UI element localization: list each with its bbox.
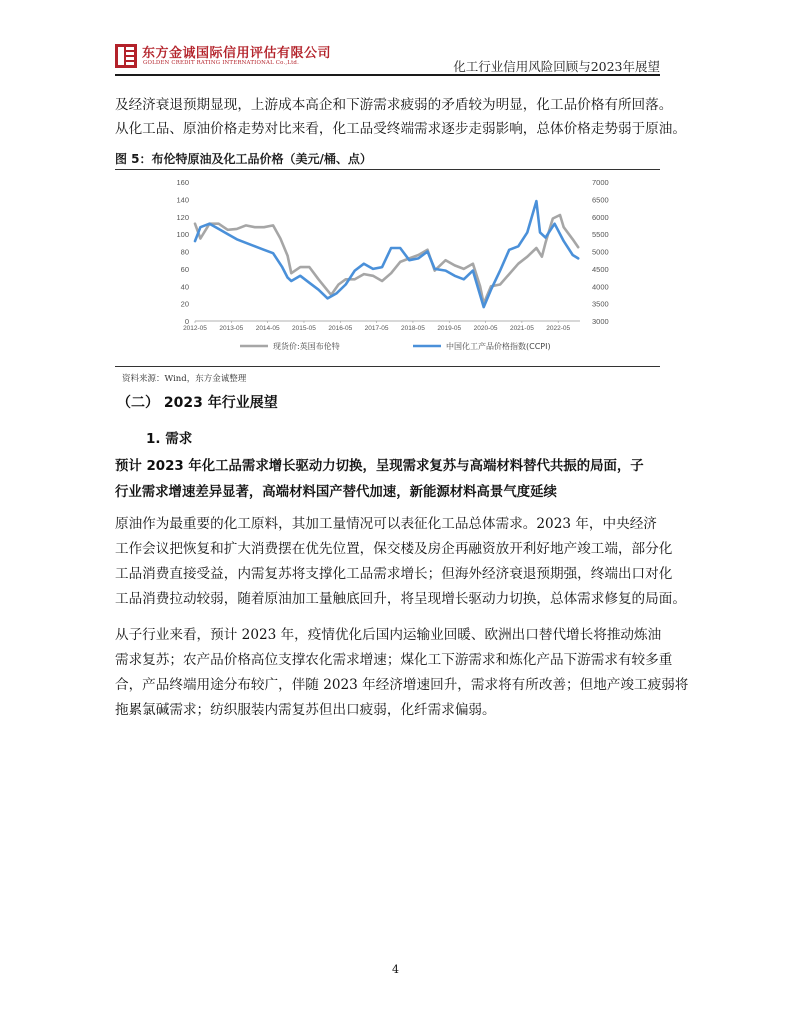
series-2-point bbox=[563, 240, 565, 242]
y-left-tick-label: 140 bbox=[176, 195, 189, 205]
series-2-point bbox=[499, 270, 501, 272]
series-1-point bbox=[299, 266, 301, 268]
series-2-point bbox=[539, 232, 541, 234]
series-1-point bbox=[200, 238, 202, 240]
series-2-point bbox=[572, 254, 574, 256]
y-right-tick-label: 4500 bbox=[592, 264, 609, 274]
series-1-point bbox=[479, 285, 481, 287]
lead-line-1: 预计 2023 年化工品需求增长驱动力切换，呈现需求复苏与高端材料替代共振的局面，子 bbox=[115, 459, 644, 474]
series-1-point bbox=[194, 223, 196, 225]
series-2-point bbox=[536, 200, 538, 202]
series-1-point bbox=[218, 223, 220, 225]
section-heading: （二） 2023 年行业展望 bbox=[117, 395, 278, 411]
series-2-point bbox=[318, 289, 320, 291]
paragraph-1-line-2: 工作会议把恢复和扩大消费摆在优先位置，保交楼及房企再融资放开利好地产竣工端，部分化 bbox=[115, 541, 673, 557]
y-right-tick-label: 7000 bbox=[592, 178, 609, 187]
series-1-point bbox=[287, 255, 289, 257]
x-tick-label: 2012-05 bbox=[183, 325, 207, 332]
series-1-point bbox=[318, 278, 320, 280]
chart-axes bbox=[176, 178, 608, 332]
series-2-point bbox=[472, 270, 474, 272]
page-header bbox=[115, 40, 660, 76]
series-2-point bbox=[545, 237, 547, 239]
x-tick-label: 2021-05 bbox=[509, 325, 534, 332]
paragraph-2-line-2: 需求复苏；农产品价格高位支撑农化需求增速；煤化工下游需求和炼化产品下游需求有较多重 bbox=[115, 652, 673, 668]
series-2-point bbox=[218, 228, 220, 230]
series-2-point bbox=[254, 245, 256, 247]
document-title: 化工行业信用风险回顾与2023年展望 bbox=[453, 59, 660, 74]
series-1-point bbox=[338, 284, 340, 286]
series-1-point bbox=[236, 228, 238, 230]
series-1-point bbox=[399, 261, 401, 263]
series-1-point bbox=[245, 225, 247, 227]
series-1-point bbox=[363, 273, 365, 275]
header-divider bbox=[115, 74, 660, 76]
y-left-tick-label: 40 bbox=[180, 282, 189, 292]
figure-bottom-rule bbox=[115, 366, 660, 367]
series-2-point bbox=[418, 258, 420, 260]
series-2-point bbox=[508, 249, 510, 251]
y-left-tick-label: 120 bbox=[176, 212, 189, 222]
price-chart bbox=[115, 172, 660, 364]
series-1-point bbox=[345, 278, 347, 280]
series-2-point bbox=[281, 266, 283, 268]
series-1-point bbox=[445, 259, 447, 261]
series-1-point bbox=[290, 272, 292, 274]
x-tick-label: 2018-05 bbox=[400, 325, 425, 332]
company-logo-icon bbox=[115, 44, 137, 68]
series-1-point bbox=[572, 238, 574, 240]
series-1-point bbox=[454, 265, 456, 267]
y-right-tick-label: 6500 bbox=[592, 195, 609, 205]
series-2-point bbox=[390, 247, 392, 249]
series-1-point bbox=[545, 242, 547, 244]
y-right-tick-label: 3500 bbox=[592, 299, 609, 309]
legend-label-2: 中国化工产品价格指数(CCPI) bbox=[446, 342, 551, 351]
series-1-point bbox=[552, 218, 554, 220]
y-right-tick-label: 6000 bbox=[592, 212, 609, 222]
legend-label-1: 现货价:英国布伦特 bbox=[273, 342, 340, 351]
series-2-point bbox=[345, 284, 347, 286]
series-1-point bbox=[508, 273, 510, 275]
paragraph-1-line-4: 工品消费拉动较弱，随着原油加工量触底回升，将呈现增长驱动力切换，总体需求修复的局面。 bbox=[115, 591, 686, 607]
figure-top-rule bbox=[115, 169, 660, 170]
series-1-point bbox=[577, 246, 579, 248]
series-2-point bbox=[526, 232, 528, 234]
series-2-point bbox=[399, 247, 401, 249]
series-1-point bbox=[272, 225, 274, 227]
lead-line-2: 行业需求增速差异显著，高端材料国产替代加速，新能源材料高景气度延续 bbox=[115, 485, 557, 500]
y-right-tick-label: 4000 bbox=[592, 282, 609, 292]
company-name-en: GOLDEN CREDIT RATING INTERNATIONAL Co.,Ltd. bbox=[143, 60, 299, 66]
series-2-point bbox=[434, 268, 436, 270]
series-1-point bbox=[563, 226, 565, 228]
series-2-point bbox=[354, 270, 356, 272]
paragraph-1-line-3: 工品消费直接受益，内需复苏将支撑化工品需求增长；但海外经济衰退预期强，终端出口对化 bbox=[115, 566, 673, 582]
y-left-tick-label: 20 bbox=[180, 299, 189, 309]
company-name-cn: 东方金诚国际信用评估有限公司 bbox=[142, 46, 332, 61]
series-1-point bbox=[309, 266, 311, 268]
series-2-point bbox=[272, 252, 274, 254]
x-tick-label: 2019-05 bbox=[437, 325, 462, 332]
series-1-point bbox=[541, 256, 543, 258]
chart-legend bbox=[240, 341, 551, 351]
series-2-point bbox=[408, 259, 410, 261]
series-1-point bbox=[526, 256, 528, 258]
y-right-tick-label: 5500 bbox=[592, 230, 609, 240]
x-tick-label: 2015-05 bbox=[292, 325, 316, 332]
series-1-point bbox=[390, 272, 392, 274]
chart-series bbox=[194, 200, 579, 308]
intro-line-1: 及经济衰退预期显现，上游成本高企和下游需求疲弱的矛盾较为明显，化工品价格有所回落。 bbox=[115, 97, 673, 113]
series-1-point bbox=[280, 238, 282, 240]
y-left-tick-label: 0 bbox=[184, 317, 189, 326]
series-2-point bbox=[309, 282, 311, 284]
series-2-point bbox=[327, 298, 329, 300]
series-2-point bbox=[454, 275, 456, 277]
series-1-point bbox=[381, 280, 383, 282]
series-2-point bbox=[463, 278, 465, 280]
series-1-point bbox=[499, 284, 501, 286]
series-2-point bbox=[299, 275, 301, 277]
series-2-point bbox=[483, 306, 485, 308]
series-2-point bbox=[290, 280, 292, 282]
series-1-point bbox=[254, 226, 256, 228]
series-1-point bbox=[418, 254, 420, 256]
series-2-point bbox=[200, 226, 202, 228]
series-2-point bbox=[381, 266, 383, 268]
series-1-point bbox=[517, 263, 519, 265]
series-2-point bbox=[263, 249, 265, 251]
y-right-tick-label: 3000 bbox=[592, 317, 609, 326]
series-1-point bbox=[559, 214, 561, 216]
series-2-point bbox=[554, 223, 556, 225]
intro-line-2: 从化工品、原油价格走势对比来看，化工品受终端需求逐步走弱影响，总体价格走势弱于原油。 bbox=[115, 121, 686, 137]
paragraph-2-line-1: 从子行业来看，预计 2023 年，疫情优化后国内运输业回暖、欧洲出口替代增长将推动炼油 bbox=[115, 627, 662, 643]
series-2-point bbox=[209, 223, 211, 225]
series-2-point bbox=[577, 258, 579, 260]
x-tick-label: 2017-05 bbox=[364, 325, 389, 332]
series-2-point bbox=[336, 292, 338, 294]
series-1-point bbox=[263, 226, 265, 228]
subsection-heading: 1. 需求 bbox=[146, 431, 193, 447]
series-2-point bbox=[517, 245, 519, 247]
series-2-point bbox=[245, 242, 247, 244]
series-1-point bbox=[327, 290, 329, 292]
series-2-point bbox=[427, 251, 429, 253]
page-number: 4 bbox=[392, 963, 399, 976]
paragraph-2-line-3: 合，产品终端用途分布较广，伴随 2023 年经济增速回升，需求将有所改善；但地产竣工疲弱将 bbox=[115, 677, 689, 693]
x-tick-label: 2014-05 bbox=[255, 325, 280, 332]
series-2-point bbox=[227, 233, 229, 235]
series-2-point bbox=[445, 270, 447, 272]
series-2-point bbox=[194, 240, 196, 242]
series-2-point bbox=[363, 263, 365, 265]
series-2-point bbox=[287, 277, 289, 279]
series-1-point bbox=[227, 229, 229, 231]
paragraph-1-line-1: 原油作为最重要的化工原料，其加工量情况可以表征化工品总体需求。2023 年，中央经济 bbox=[115, 516, 657, 532]
y-right-tick-label: 5000 bbox=[592, 247, 609, 257]
x-tick-label: 2022-05 bbox=[546, 325, 571, 332]
figure-title: 图 5：布伦特原油及化工品价格（美元/桶、点） bbox=[115, 152, 372, 166]
series-2-point bbox=[372, 268, 374, 270]
series-1-point bbox=[372, 275, 374, 277]
series-1-point bbox=[536, 247, 538, 249]
series-1-point bbox=[472, 263, 474, 265]
series-line-2 bbox=[195, 201, 578, 307]
series-1-point bbox=[354, 278, 356, 280]
x-tick-label: 2016-05 bbox=[328, 325, 353, 332]
series-2-point bbox=[236, 238, 238, 240]
x-tick-label: 2013-05 bbox=[219, 325, 244, 332]
y-left-tick-label: 60 bbox=[180, 264, 189, 274]
paragraph-2-line-4: 拖累氯碱需求；纺织服装内需复苏但出口疲弱，化纤需求偏弱。 bbox=[115, 702, 496, 718]
series-1-point bbox=[463, 268, 465, 270]
y-left-tick-label: 100 bbox=[176, 230, 189, 240]
y-left-tick-label: 160 bbox=[176, 178, 189, 187]
y-left-tick-label: 80 bbox=[180, 247, 189, 257]
figure-source: 资料来源：Wind，东方金诚整理 bbox=[122, 374, 247, 384]
series-2-point bbox=[490, 289, 492, 291]
x-tick-label: 2020-05 bbox=[473, 325, 498, 332]
